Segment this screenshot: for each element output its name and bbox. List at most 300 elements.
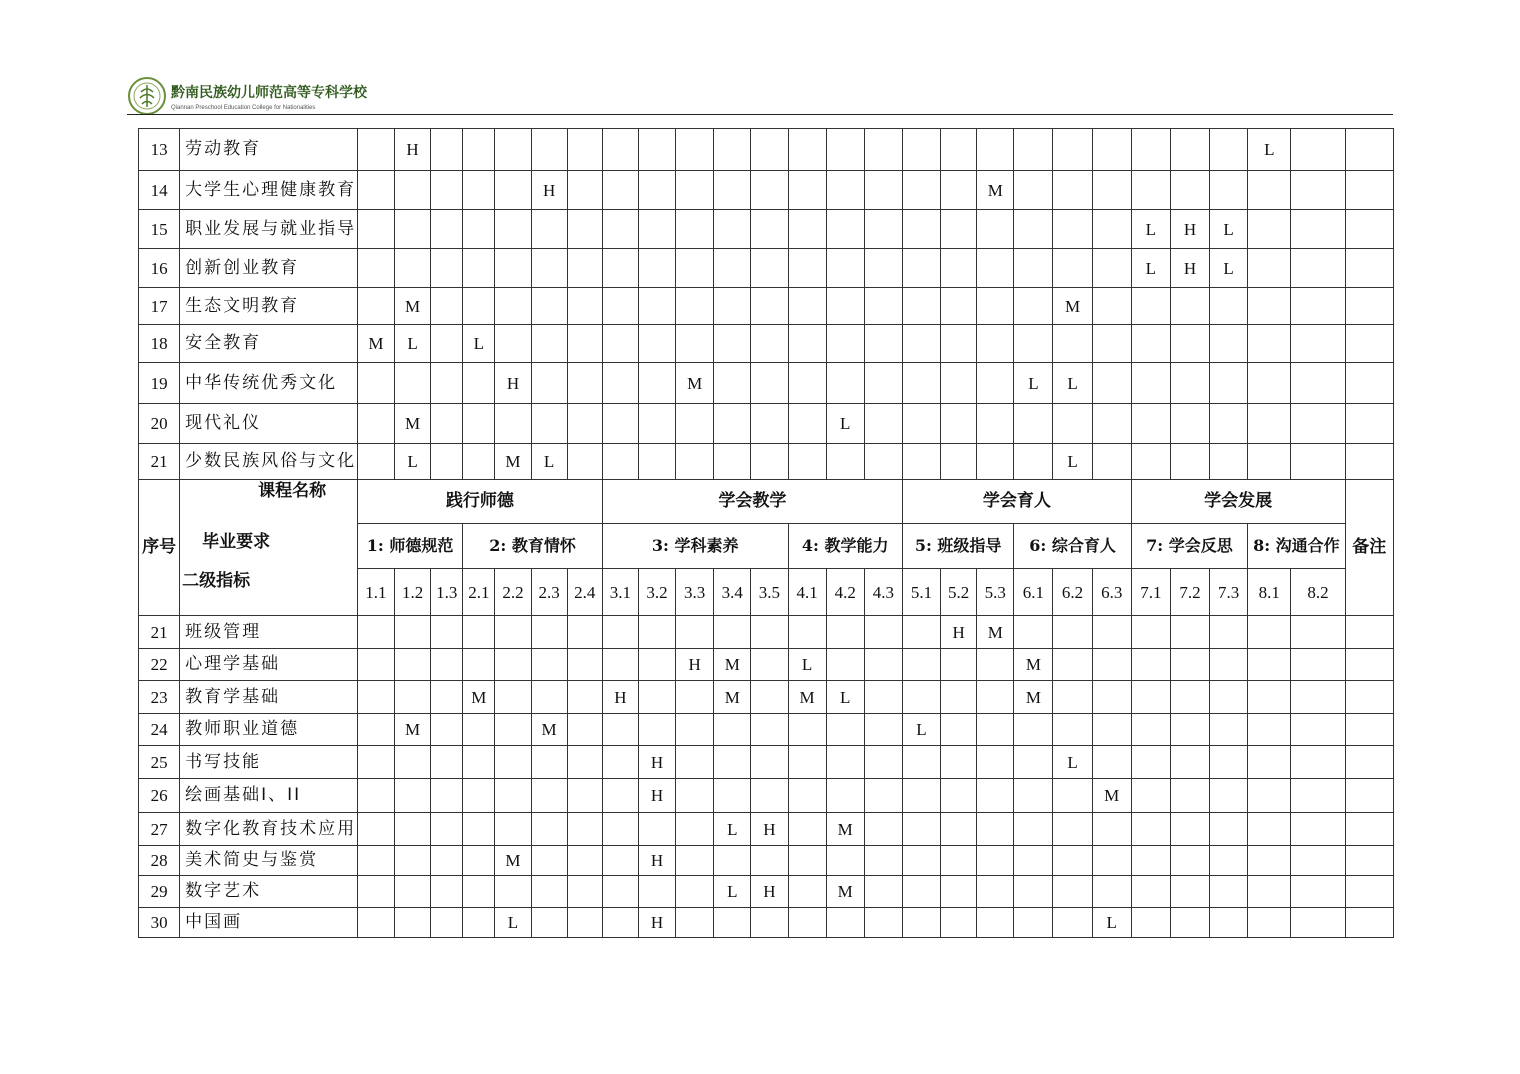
course-name: 绘画基础I、II — [180, 779, 358, 813]
support-level-cell — [902, 876, 940, 908]
support-level-cell: M — [977, 616, 1014, 649]
support-level-cell — [495, 746, 531, 779]
support-level-cell — [788, 813, 826, 846]
support-level-cell — [1131, 649, 1170, 681]
support-level-cell — [1014, 171, 1053, 210]
support-level-cell — [531, 813, 567, 846]
support-level-cell — [495, 681, 531, 714]
table-row — [139, 363, 1394, 404]
notes-cell — [1345, 746, 1393, 779]
support-level-cell — [431, 813, 463, 846]
svg-text:Qiannan Preschool Education Co: Qiannan Preschool Education College for Nationalities — [171, 105, 316, 111]
support-level-cell — [676, 325, 714, 363]
support-level-cell — [1248, 746, 1291, 779]
table-row — [139, 404, 1394, 444]
support-level-cell — [751, 846, 788, 876]
support-level-cell — [602, 404, 638, 444]
support-level-cell — [788, 363, 826, 404]
support-level-cell: L — [531, 444, 567, 480]
support-level-cell — [1092, 325, 1131, 363]
support-level-cell: L — [1210, 210, 1248, 249]
header-rule — [127, 114, 1393, 115]
support-level-cell — [977, 908, 1014, 938]
support-level-cell — [638, 249, 675, 288]
support-level-cell — [395, 908, 431, 938]
support-level-cell — [977, 363, 1014, 404]
support-level-cell — [902, 681, 940, 714]
support-level-cell — [1092, 363, 1131, 404]
support-level-cell — [1170, 404, 1209, 444]
support-level-cell — [864, 129, 902, 171]
support-level-cell — [463, 649, 495, 681]
support-level-cell — [788, 616, 826, 649]
support-level-cell — [357, 404, 394, 444]
support-level-cell — [977, 876, 1014, 908]
support-level-cell — [714, 249, 751, 288]
support-level-cell — [395, 249, 431, 288]
support-level-cell — [864, 681, 902, 714]
support-level-cell — [676, 714, 714, 746]
support-level-cell — [1131, 813, 1170, 846]
support-level-cell — [902, 129, 940, 171]
support-level-cell — [751, 908, 788, 938]
support-level-cell — [1014, 846, 1053, 876]
support-level-cell — [1248, 363, 1291, 404]
support-level-cell — [826, 908, 864, 938]
support-level-cell — [1131, 288, 1170, 325]
support-level-cell — [864, 908, 902, 938]
row-number: 23 — [139, 681, 180, 714]
support-level-cell — [1210, 325, 1248, 363]
support-level-cell — [1248, 325, 1291, 363]
support-level-cell: H — [638, 908, 675, 938]
support-level-cell — [495, 171, 531, 210]
support-level-cell — [676, 813, 714, 846]
support-level-cell — [495, 649, 531, 681]
support-level-cell — [676, 779, 714, 813]
support-level-cell — [1053, 210, 1092, 249]
support-level-cell — [788, 779, 826, 813]
support-level-cell — [1053, 325, 1092, 363]
support-level-cell — [638, 649, 675, 681]
support-level-cell — [864, 649, 902, 681]
support-level-cell — [902, 649, 940, 681]
indicator-header: 4.1 — [788, 569, 826, 616]
support-level-cell — [1170, 779, 1209, 813]
support-level-cell — [1170, 288, 1209, 325]
support-level-cell: L — [395, 325, 431, 363]
support-level-cell — [1131, 908, 1170, 938]
indicator-header: 2.2 — [495, 569, 531, 616]
support-level-cell — [463, 444, 495, 480]
support-level-cell: M — [531, 714, 567, 746]
support-level-cell — [1210, 746, 1248, 779]
support-level-cell: L — [1014, 363, 1053, 404]
support-level-cell — [1131, 616, 1170, 649]
support-level-cell: L — [902, 714, 940, 746]
support-level-cell — [826, 363, 864, 404]
support-level-cell — [1170, 325, 1209, 363]
support-level-cell — [751, 444, 788, 480]
support-level-cell: L — [495, 908, 531, 938]
support-level-cell: L — [1131, 249, 1170, 288]
support-level-cell — [357, 714, 394, 746]
support-level-cell: L — [714, 876, 751, 908]
support-level-cell — [495, 210, 531, 249]
support-level-cell — [463, 779, 495, 813]
row-number: 21 — [139, 444, 180, 480]
support-level-cell — [1053, 908, 1092, 938]
support-level-cell — [357, 363, 394, 404]
requirement-header: 1: 师德规范 — [357, 524, 462, 569]
support-level-cell — [941, 908, 977, 938]
support-level-cell: H — [751, 876, 788, 908]
support-level-cell — [1248, 444, 1291, 480]
support-level-cell — [1210, 444, 1248, 480]
support-level-cell — [357, 876, 394, 908]
support-level-cell — [714, 616, 751, 649]
support-level-cell — [714, 363, 751, 404]
support-level-cell — [1014, 404, 1053, 444]
support-level-cell — [977, 746, 1014, 779]
support-level-cell — [977, 404, 1014, 444]
course-name: 数字化教育技术应用 — [180, 813, 358, 846]
support-level-cell — [531, 649, 567, 681]
support-level-cell: L — [714, 813, 751, 846]
support-level-cell — [751, 404, 788, 444]
indicator-header: 3.4 — [714, 569, 751, 616]
support-level-cell — [463, 404, 495, 444]
notes-cell — [1345, 363, 1393, 404]
support-level-cell — [567, 908, 602, 938]
support-level-cell — [977, 779, 1014, 813]
group-header: 学会教学 — [602, 480, 902, 524]
notes-header: 备注 — [1345, 480, 1393, 616]
support-level-cell — [902, 249, 940, 288]
row-number: 30 — [139, 908, 180, 938]
support-level-cell — [1248, 171, 1291, 210]
support-level-cell — [495, 404, 531, 444]
support-level-cell — [357, 616, 394, 649]
support-level-cell — [431, 288, 463, 325]
course-name: 现代礼仪 — [180, 404, 358, 444]
support-level-cell — [357, 444, 394, 480]
support-level-cell — [826, 171, 864, 210]
support-level-cell: M — [463, 681, 495, 714]
support-level-cell: M — [495, 846, 531, 876]
support-level-cell — [864, 444, 902, 480]
support-level-cell — [1014, 908, 1053, 938]
support-level-cell: M — [395, 288, 431, 325]
support-level-cell — [1092, 746, 1131, 779]
support-level-cell — [864, 404, 902, 444]
support-level-cell — [531, 779, 567, 813]
support-level-cell — [1291, 129, 1345, 171]
support-level-cell — [638, 129, 675, 171]
indicator-header: 1.1 — [357, 569, 394, 616]
support-level-cell — [788, 846, 826, 876]
course-name: 安全教育 — [180, 325, 358, 363]
support-level-cell — [751, 616, 788, 649]
support-level-cell — [977, 649, 1014, 681]
support-level-cell — [567, 363, 602, 404]
support-level-cell — [676, 444, 714, 480]
support-level-cell — [1014, 746, 1053, 779]
support-level-cell — [463, 813, 495, 846]
support-level-cell — [638, 171, 675, 210]
support-level-cell — [864, 846, 902, 876]
indicator-header: 2.1 — [463, 569, 495, 616]
support-level-cell — [788, 210, 826, 249]
support-level-cell — [1053, 616, 1092, 649]
support-level-cell — [357, 649, 394, 681]
support-level-cell — [395, 846, 431, 876]
support-level-cell — [357, 779, 394, 813]
course-name: 大学生心理健康教育 — [180, 171, 358, 210]
support-level-cell — [676, 908, 714, 938]
support-level-cell — [1014, 129, 1053, 171]
support-level-cell: H — [941, 616, 977, 649]
support-level-cell — [826, 714, 864, 746]
notes-cell — [1345, 444, 1393, 480]
support-level-cell — [1053, 249, 1092, 288]
support-level-cell — [714, 444, 751, 480]
support-level-cell — [567, 649, 602, 681]
notes-cell — [1345, 813, 1393, 846]
table-row — [139, 288, 1394, 325]
course-name: 劳动教育 — [180, 129, 358, 171]
indicator-header: 7.2 — [1170, 569, 1209, 616]
support-level-cell: M — [826, 813, 864, 846]
indicator-header: 5.2 — [941, 569, 977, 616]
support-level-cell — [676, 681, 714, 714]
support-level-cell — [1014, 288, 1053, 325]
notes-cell — [1345, 129, 1393, 171]
support-level-cell — [1092, 616, 1131, 649]
support-level-cell — [531, 908, 567, 938]
support-level-cell — [826, 129, 864, 171]
support-level-cell — [902, 908, 940, 938]
notes-cell — [1345, 649, 1393, 681]
support-level-cell — [1131, 681, 1170, 714]
row-number: 19 — [139, 363, 180, 404]
support-level-cell — [977, 210, 1014, 249]
support-level-cell — [431, 363, 463, 404]
support-level-cell — [714, 404, 751, 444]
support-level-cell: M — [1014, 649, 1053, 681]
support-level-cell — [1053, 404, 1092, 444]
support-level-cell — [788, 876, 826, 908]
support-level-cell — [902, 404, 940, 444]
support-level-cell — [395, 813, 431, 846]
school-logo-emblem — [127, 76, 167, 116]
support-level-cell — [602, 746, 638, 779]
row-number: 13 — [139, 129, 180, 171]
support-level-cell — [1092, 876, 1131, 908]
support-level-cell — [941, 813, 977, 846]
support-level-cell — [495, 876, 531, 908]
support-level-cell — [1248, 288, 1291, 325]
row-number: 29 — [139, 876, 180, 908]
support-level-cell — [531, 846, 567, 876]
support-level-cell — [531, 746, 567, 779]
table-row — [139, 876, 1394, 908]
support-level-cell — [1210, 171, 1248, 210]
indicator-header: 3.2 — [638, 569, 675, 616]
indicator-header: 1.2 — [395, 569, 431, 616]
support-level-cell — [638, 681, 675, 714]
support-level-cell — [357, 746, 394, 779]
support-level-cell: L — [1248, 129, 1291, 171]
support-level-cell: H — [602, 681, 638, 714]
support-level-cell — [638, 325, 675, 363]
table-row — [139, 129, 1394, 171]
support-level-cell — [431, 404, 463, 444]
support-level-cell: M — [826, 876, 864, 908]
notes-cell — [1345, 404, 1393, 444]
support-level-cell — [1053, 846, 1092, 876]
support-level-cell — [902, 616, 940, 649]
support-level-cell — [602, 325, 638, 363]
support-level-cell — [567, 876, 602, 908]
support-level-cell — [826, 249, 864, 288]
support-level-cell — [788, 404, 826, 444]
support-level-cell — [1210, 649, 1248, 681]
support-level-cell — [1291, 171, 1345, 210]
support-level-cell — [1291, 813, 1345, 846]
support-level-cell — [463, 129, 495, 171]
row-number: 14 — [139, 171, 180, 210]
support-level-cell — [602, 779, 638, 813]
support-level-cell — [941, 714, 977, 746]
row-number: 17 — [139, 288, 180, 325]
support-level-cell — [531, 129, 567, 171]
support-level-cell — [463, 210, 495, 249]
support-level-cell — [495, 813, 531, 846]
support-level-cell — [788, 288, 826, 325]
support-level-cell — [531, 288, 567, 325]
table-row — [139, 746, 1394, 779]
requirement-header: 3: 学科素养 — [602, 524, 788, 569]
support-level-cell — [977, 249, 1014, 288]
support-level-cell — [1170, 813, 1209, 846]
support-level-cell — [1014, 779, 1053, 813]
notes-cell — [1345, 681, 1393, 714]
group-header: 践行师德 — [357, 480, 602, 524]
course-name: 心理学基础 — [180, 649, 358, 681]
support-level-cell — [1291, 908, 1345, 938]
support-level-cell — [902, 288, 940, 325]
support-level-cell — [826, 210, 864, 249]
indicator-header: 3.5 — [751, 569, 788, 616]
support-level-cell — [977, 444, 1014, 480]
notes-cell — [1345, 325, 1393, 363]
support-level-cell — [941, 649, 977, 681]
support-level-cell: H — [638, 846, 675, 876]
support-level-cell — [1092, 404, 1131, 444]
support-level-cell — [941, 129, 977, 171]
row-number: 24 — [139, 714, 180, 746]
support-level-cell — [676, 171, 714, 210]
support-level-cell: H — [638, 779, 675, 813]
support-level-cell — [1210, 779, 1248, 813]
support-level-cell — [431, 649, 463, 681]
support-level-cell — [941, 746, 977, 779]
support-level-cell — [463, 249, 495, 288]
support-level-cell — [902, 171, 940, 210]
support-level-cell — [1092, 210, 1131, 249]
support-level-cell — [1131, 129, 1170, 171]
support-level-cell — [941, 681, 977, 714]
support-level-cell — [751, 714, 788, 746]
support-level-cell — [602, 129, 638, 171]
support-level-cell — [1291, 714, 1345, 746]
support-level-cell — [1291, 404, 1345, 444]
support-level-cell: L — [395, 444, 431, 480]
support-level-cell — [1014, 249, 1053, 288]
support-level-cell — [602, 714, 638, 746]
support-level-cell — [463, 846, 495, 876]
support-level-cell — [567, 714, 602, 746]
notes-cell — [1345, 846, 1393, 876]
course-name-label: 课程名称 — [258, 481, 327, 501]
support-level-cell — [714, 908, 751, 938]
support-level-cell — [1170, 876, 1209, 908]
requirement-header: 5: 班级指导 — [902, 524, 1013, 569]
course-name: 教师职业道德 — [180, 714, 358, 746]
support-level-cell — [431, 846, 463, 876]
support-level-cell — [902, 210, 940, 249]
support-level-cell — [751, 288, 788, 325]
support-level-cell — [941, 846, 977, 876]
support-level-cell — [567, 813, 602, 846]
support-level-cell — [864, 210, 902, 249]
support-level-cell — [1210, 288, 1248, 325]
support-level-cell — [941, 779, 977, 813]
support-level-cell — [751, 249, 788, 288]
support-level-cell — [1053, 714, 1092, 746]
support-level-cell — [1092, 714, 1131, 746]
support-level-cell: M — [1092, 779, 1131, 813]
support-level-cell — [1170, 746, 1209, 779]
support-level-cell — [977, 714, 1014, 746]
grad-req-label: 毕业要求 — [202, 532, 271, 552]
support-level-cell — [1291, 249, 1345, 288]
row-number: 18 — [139, 325, 180, 363]
support-level-cell — [714, 129, 751, 171]
table-row — [139, 444, 1394, 480]
support-level-cell — [751, 681, 788, 714]
support-level-cell — [751, 746, 788, 779]
support-level-cell: L — [788, 649, 826, 681]
support-level-cell — [1053, 681, 1092, 714]
support-level-cell — [357, 681, 394, 714]
requirement-header: 8: 沟通合作 — [1248, 524, 1345, 569]
support-level-cell — [463, 746, 495, 779]
support-level-cell — [1014, 714, 1053, 746]
course-name: 班级管理 — [180, 616, 358, 649]
support-level-cell — [602, 649, 638, 681]
support-level-cell: L — [826, 404, 864, 444]
support-level-cell — [864, 779, 902, 813]
support-level-cell: L — [1131, 210, 1170, 249]
support-level-cell — [751, 210, 788, 249]
support-level-cell — [495, 779, 531, 813]
support-level-cell — [1170, 714, 1209, 746]
course-name: 书写技能 — [180, 746, 358, 779]
support-level-cell — [567, 779, 602, 813]
indicator-header: 6.1 — [1014, 569, 1053, 616]
